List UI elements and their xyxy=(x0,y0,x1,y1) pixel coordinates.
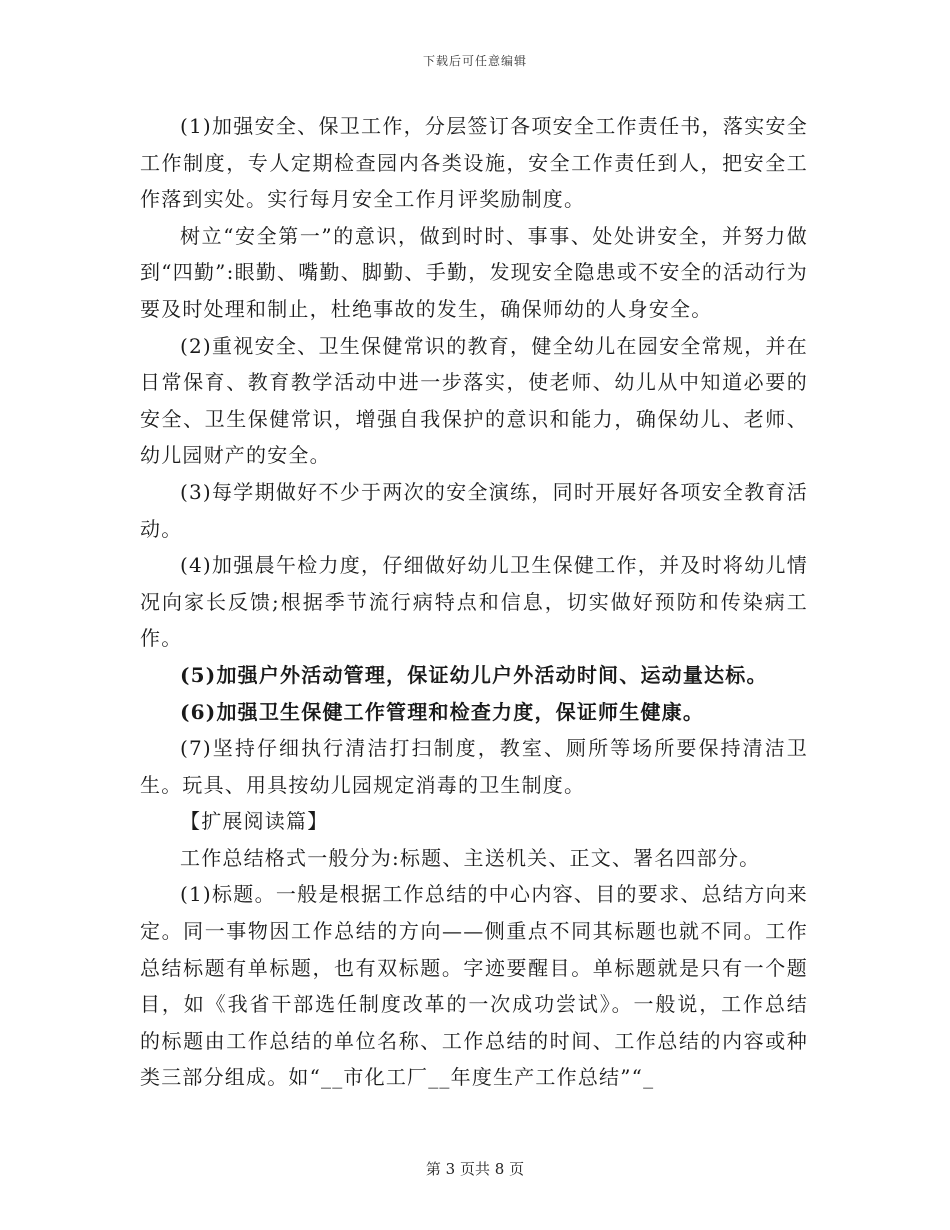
paragraph-6: (5)加强户外活动管理，保证幼儿户外活动时间、运动量达标。 xyxy=(180,662,768,687)
paragraph-4: (3)每学期做好不少于两次的安全演练，同时开展好各项安全教育活动。 xyxy=(140,479,808,541)
page-footer: 第 3 页共 8 页 xyxy=(425,1160,525,1178)
paragraph-3: (2)重视安全、卫生保健常识的教育，健全幼儿在园安全常规，并在日常保育、教育教学活动中进一步落实，使老师、幼儿从中知道必要的安全、卫生保健常识，增强自我保护的意识和能力，确保幼儿、老师、幼儿园财产的安全。 xyxy=(140,333,808,468)
paragraph-1: (1)加强安全、保卫工作，分层签订各项安全工作责任书，落实安全工作制度，专人定期检查园内各类设施，安全工作责任到人，把安全工作落到实处。实行每月安全工作月评奖励制度。 xyxy=(140,114,808,212)
paragraph-10: 工作总结格式一般分为:标题、主送机关、正文、署名四部分。 xyxy=(180,845,761,870)
paragraph-11: (1)标题。一般是根据工作总结的中心内容、目的要求、总结方向来定。同一事物因工作总结的方向——侧重点不同其标题也就不同。工作总结标题有单标题，也有双标题。字迹要醒目。单标题就是只有一个题目，如《我省干部选任制度改革的一次成功尝试》。一般说，工作总结的标题由工作总结的单位名称、工作总结的时间、工作总结的内容或种类三部分组成。如“__市化工厂__年度生产工作总结”“_ xyxy=(140,882,808,1090)
paragraph-5: (4)加强晨午检力度，仔细做好幼儿卫生保健工作，并及时将幼儿情况向家长反馈;根据季节流行病特点和信息，切实做好预防和传染病工作。 xyxy=(140,553,808,651)
section-heading-extended-reading: 【扩展阅读篇】 xyxy=(180,809,329,834)
page-header: 下载后可任意编辑 xyxy=(422,54,527,68)
document-body xyxy=(140,108,808,1096)
paragraph-8: (7)坚持仔细执行清洁打扫制度，教室、厕所等场所要保持清洁卫生。玩具、用具按幼儿园规定消毒的卫生制度。 xyxy=(140,736,808,797)
paragraph-7: (6)加强卫生保健工作管理和检查力度，保证师生健康。 xyxy=(180,699,705,724)
paragraph-2: 树立“安全第一”的意识，做到时时、事事、处处讲安全，并努力做到“四勤”:眼勤、嘴勤、脚勤、手勤，发现安全隐患或不安全的活动行为要及时处理和制止，杜绝事故的发生，确保师幼的人身安全。 xyxy=(140,223,808,321)
